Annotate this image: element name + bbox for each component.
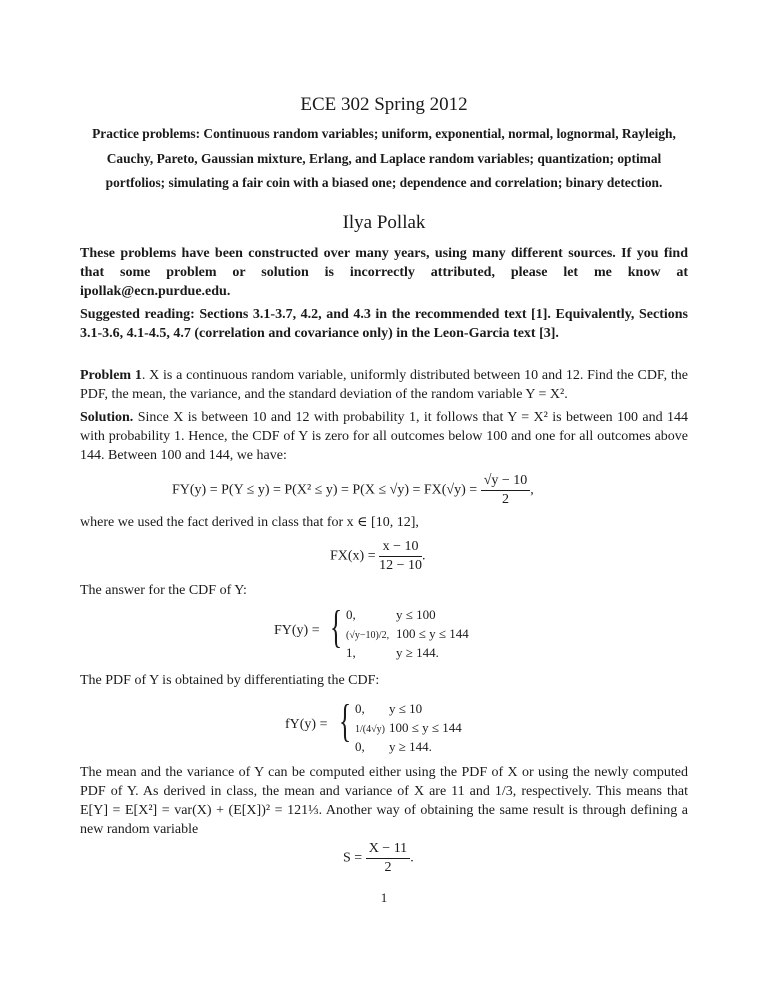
problem-1-label: Problem 1	[80, 368, 142, 383]
problem-1-statement	[80, 366, 688, 404]
pdf-case-row: 1/(4√y) 100 ≤ y ≤ 144	[355, 720, 462, 735]
cdf-intro-text: The answer for the CDF of Y:	[80, 583, 247, 598]
pdf-piecewise-lhs: fY(y) =	[285, 717, 328, 732]
document-subtitle: Practice problems: Continuous random variables; uniform, exponential, normal, lognormal, Rayleigh, Cauchy, Pareto, Gaussian mixture, Erlang, and Laplace random variables; quantization; optimal portfolios; simulating a fair coin with a biased one; dependence and correlation; binary detection.	[92, 126, 676, 190]
cdf-derivation-denominator: 2	[501, 492, 509, 507]
problem-1-text: . X is a continuous random variable, uniformly distributed between 10 and 12. Find the CDF, the PDF, the mean, the variance, and the standard deviation of the random variable Y = X².	[80, 368, 688, 402]
document-author: Ilya Pollak	[342, 212, 426, 233]
cdf-piecewise-lhs: FY(y) =	[274, 623, 320, 638]
pdf-intro-text: The PDF of Y is obtained by differentiating the CDF:	[80, 673, 380, 688]
cdf-derivation-numerator: √y − 10	[481, 472, 531, 491]
cdf-derivation-equation: FY(y) = P(Y ≤ y) = P(X² ≤ y) = P(X ≤ √y) = FX(√y) = $\frac{√y - 10}{2}$ ,	[172, 473, 534, 507]
cdf-case-row: (√y−10)/2, 100 ≤ y ≤ 144	[346, 626, 469, 641]
fx-equation-lhs: FX(x) =	[330, 548, 376, 564]
cdf-left-brace: {	[329, 601, 343, 652]
pdf-left-brace: {	[338, 695, 352, 746]
fx-equation-numerator: x − 10	[379, 538, 422, 557]
fx-equation-denominator: 12 − 10	[379, 558, 423, 573]
s-definition-denominator: 2	[384, 860, 392, 875]
intro-reading-paragraph: Suggested reading: Sections 3.1-3.7, 4.2, and 4.3 in the recommended text [1]. Equivalently, Sections 3.1-3.6, 4.1-4.5, 4.7 (correlation and covariance only) in the Leon-Garcia text [3].	[80, 307, 688, 341]
s-definition-fraction	[366, 840, 411, 877]
fx-equation-fraction	[379, 538, 422, 575]
document-title: ECE 302 Spring 2012	[300, 94, 468, 115]
problem-1-solution	[80, 408, 688, 465]
s-definition-numerator: X − 11	[366, 840, 411, 859]
page-number: 1	[380, 890, 388, 905]
cdf-case-row: 1, y ≥ 144.	[346, 645, 439, 660]
cdf-derivation-fraction	[481, 472, 531, 509]
cdf-case-row: 0, y ≤ 100	[346, 607, 436, 622]
cdf-piecewise-cases	[346, 605, 469, 662]
where-text: where we used the fact derived in class that for x ∈ [10, 12],	[80, 515, 419, 530]
s-definition-lhs: S =	[343, 850, 363, 866]
intro-sources-paragraph: These problems have been constructed over many years, using many different sources. If you find that some problem or solution is incorrectly attributed, please let me know at ipollak@ecn.purdue.edu.	[80, 246, 688, 299]
pdf-case-row: 0, y ≤ 10	[355, 701, 423, 716]
cdf-derivation-lhs: FY(y) = P(Y ≤ y) = P(X² ≤ y) = P(X ≤ √y) = FX(√y) =	[172, 482, 478, 498]
s-definition-equation: S = $\frac{X - 11}{2}$ .	[343, 841, 414, 875]
solution-text: Since X is between 10 and 12 with probability 1, it follows that Y = X² is between 100 and 144 with probability 1. Hence, the CDF of Y is zero for all outcomes below 100 and one for all outcomes above 144. Between 100 and 144, we have:	[80, 410, 688, 463]
mean-variance-paragraph: The mean and the variance of Y can be computed either using the PDF of X or using the newly computed PDF of Y. As derived in class, the mean and variance of X are 11 and 1/3, respectively. This means that E[Y] = E[X²] = var(X) + (E[X])² = 121⅓. Another way of obtaining the same result is through defining a new random variable	[80, 765, 688, 837]
solution-label: Solution.	[80, 410, 134, 425]
fx-equation: FX(x) = $\frac{x - 10}{12 - 10}$ .	[330, 539, 426, 573]
pdf-case-row: 0, y ≥ 144.	[355, 739, 432, 754]
pdf-piecewise-cases	[355, 699, 462, 756]
